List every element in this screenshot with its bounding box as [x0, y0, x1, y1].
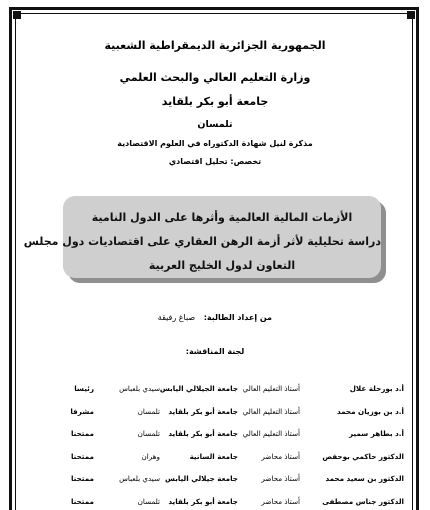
member-rank: أستاذ محاضر [261, 451, 300, 461]
corner-ornament-right [404, 8, 418, 22]
member-role: ممتحنا [70, 496, 94, 506]
member-city: تلمسان [137, 406, 160, 416]
member-institution: جامعة السانية [189, 451, 238, 461]
member-rank: أستاذ محاضر [261, 474, 300, 483]
member-institution: جامعة أبو بكر بلقايد [168, 496, 238, 506]
member-role: ممتحنا [70, 474, 94, 483]
committee-row [20, 491, 412, 510]
republic-heading: الجمهورية الجزائرية الديمقراطية الشعبية [104, 39, 326, 52]
member-name: الدكتور حاكمي بوحفص [322, 451, 404, 461]
thesis-title-box [23, 196, 381, 278]
member-rank: أستاذ محاضر [261, 496, 300, 506]
member-city: سيدي بلعباس [119, 384, 160, 393]
committee-row [20, 468, 412, 491]
committee-row [20, 401, 412, 424]
student-credit [100, 313, 272, 322]
specialty: تخصص: تحليل اقتصادي [168, 157, 262, 166]
title-line-1: الأزمات المالية العالمية وأثرها على الدول النامية [91, 211, 353, 224]
committee-row [20, 446, 412, 469]
member-role: مشرفا [70, 406, 94, 416]
member-role: ممتحنا [70, 429, 94, 438]
member-name: الدكتور جناس مصطفى [322, 496, 404, 506]
member-institution: جامعة الجيلالي اليابس [159, 384, 238, 393]
title-line-2: دراسة تحليلية لأثر أزمة الرهن العقاري على اقتصاديات دول مجلس [23, 235, 381, 248]
member-institution: جامعة أبو بكر بلقايد [168, 429, 238, 438]
thesis-type: مذكرة لنيل شهادة الدكتوراه في العلوم الاقتصادية [117, 139, 313, 148]
ministry-heading: وزارة التعليم العالي والبحث العلمي [119, 71, 311, 84]
committee-title: لجنة المناقشة: [185, 347, 245, 356]
member-rank: أستاذ التعليم العالي [242, 429, 300, 438]
member-name: الدكتور بن سعيد محمد [325, 474, 404, 483]
member-role: رئيسا [74, 384, 94, 393]
student-label: من إعداد الطالبة: [203, 313, 272, 322]
member-institution: جامعة جيلالي اليابس [165, 474, 238, 483]
member-institution: جامعة أبو بكر بلقايد [168, 406, 238, 416]
committee-row [20, 423, 412, 446]
corner-ornament-left [10, 8, 24, 22]
city-heading: تلمسان [197, 119, 233, 130]
member-city: تلمسان [137, 429, 160, 438]
student-name: صباغ رفيقة [157, 313, 196, 322]
member-rank: أستاذ التعليم العالي [242, 406, 300, 416]
member-name: أ.د بن بوزيان محمد [336, 406, 404, 416]
title-line-3: التعاون لدول الخليج العربية [148, 259, 296, 272]
committee-row [20, 378, 412, 401]
member-name: أ.د بطاهر سمير [348, 429, 404, 438]
member-role: ممتحنا [70, 451, 94, 461]
committee-table [20, 378, 412, 510]
member-rank: أستاذ التعليم العالي [242, 384, 300, 393]
member-name: أ.د بورحلة علال [349, 384, 404, 393]
member-city: سيدي بلعباس [119, 474, 160, 483]
member-city: تلمسان [137, 496, 160, 506]
university-heading: جامعة أبو بكر بلقايد [161, 95, 269, 108]
member-city: وهران [141, 451, 160, 461]
